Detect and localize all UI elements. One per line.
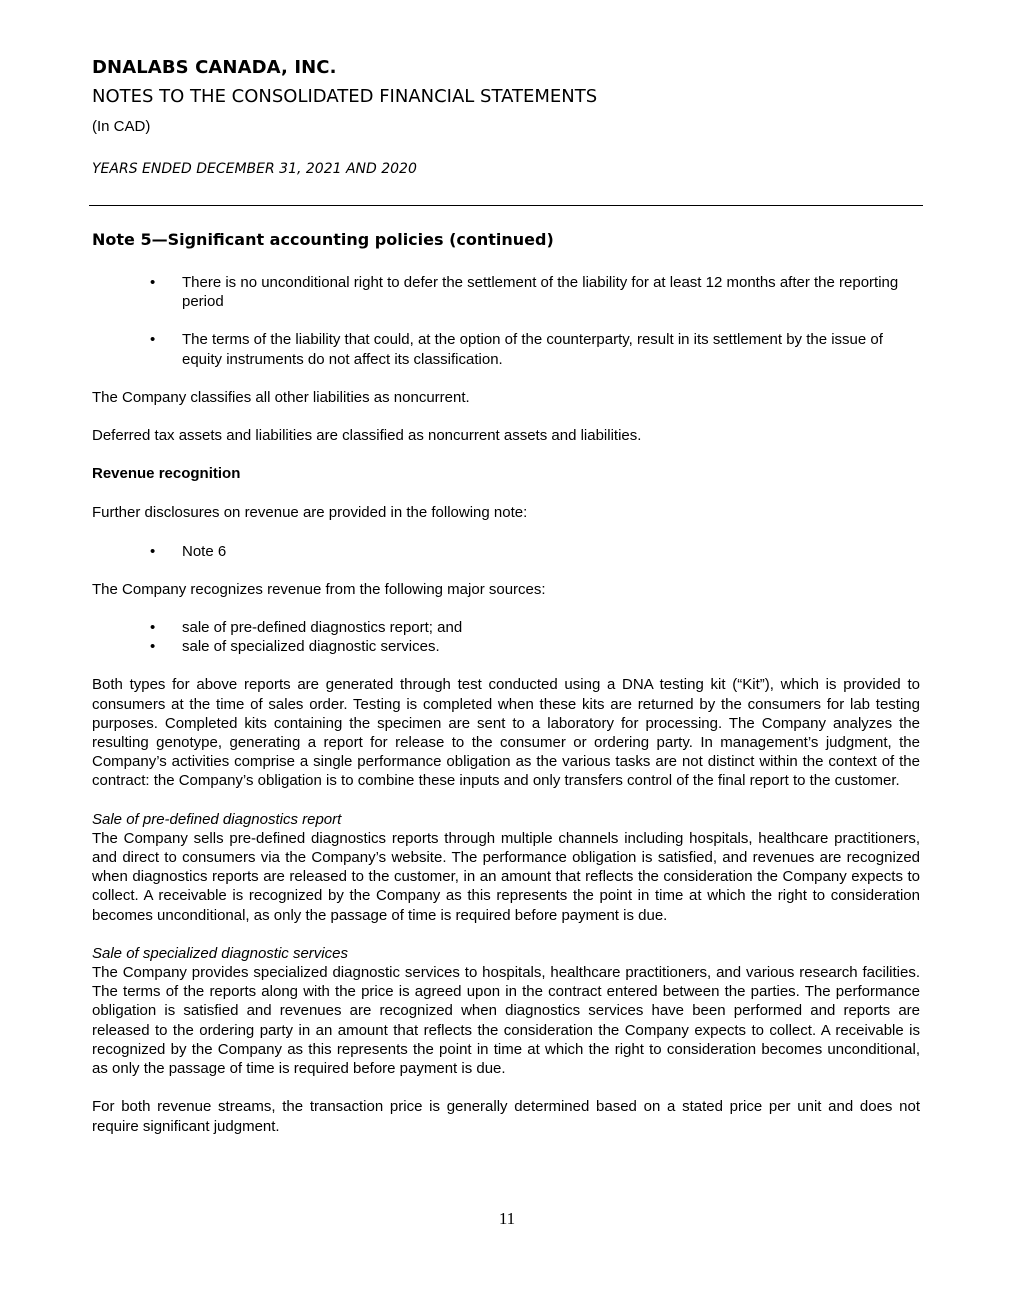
predefined-report-heading: Sale of pre-defined diagnostics report: [92, 810, 342, 828]
predefined-report-paragraph: The Company sells pre-defined diagnostics reports through multiple channels including hospitals, healthcare practitioners, and direct to consumers via the Company’s website. The performance obligation is satisfied, and revenues are recognized when diagnostics reports are released to the customer, in an amount that reflects the consideration the Company expects to collect. A receivable is recognized by the Company as this represents the point in time at which the right to consideration becomes unconditional, as only the passage of time is required before payment is due.: [92, 829, 920, 924]
noncurrent-paragraph: The Company classifies all other liabilities as noncurrent.: [92, 388, 470, 406]
document-title: NOTES TO THE CONSOLIDATED FINANCIAL STATEMENTS: [92, 86, 598, 107]
deferred-tax-paragraph: Deferred tax assets and liabilities are classified as noncurrent assets and liabilities.: [92, 427, 642, 445]
reporting-period: YEARS ENDED DECEMBER 31, 2021 AND 2020: [92, 161, 417, 177]
list-item: • sale of pre-defined diagnostics report; and: [92, 618, 920, 637]
currency-note: (In CAD): [92, 118, 151, 135]
list-item: • sale of specialized diagnostic services.: [92, 637, 920, 656]
note-reference-list: [92, 542, 920, 561]
list-item: • There is no unconditional right to defer the settlement of the liability for at least 12 months after the reporting period: [92, 273, 920, 311]
page-number: 11: [498, 1209, 516, 1228]
note-body: [92, 228, 920, 1155]
specialized-services-paragraph: The Company provides specialized diagnostic services to hospitals, healthcare practitioners, and various research facilities. The terms of the reports along with the price is agreed upon in the contract entered between the parties. The performance obligation is satisfied and revenues are recognized when diagnostics services have been performed and reports are released to the ordering party in an amount that reflects the consideration the Company expects to collect. A receivable is recognized by the Company as this represents the point in time at which the right to consideration becomes unconditional, as only the passage of time is required before payment is due.: [92, 964, 920, 1078]
major-sources-paragraph: The Company recognizes revenue from the following major sources:: [92, 580, 546, 598]
note-heading: Note 5—Significant accounting policies (continued): [92, 230, 554, 249]
further-disclosures-paragraph: Further disclosures on revenue are provided in the following note:: [92, 504, 528, 522]
list-item: • Note 6: [92, 542, 920, 561]
transaction-price-paragraph: For both revenue streams, the transaction price is generally determined based on a stated price per unit and does not require significant judgment.: [92, 1098, 920, 1135]
company-name: DNALABS CANADA, INC.: [92, 57, 337, 78]
revenue-sources-list: [92, 618, 920, 656]
dna-kit-paragraph: Both types for above reports are generated through test conducted using a DNA testing kit (“Kit”), which is provided to consumers at the time of sales order. Testing is completed when these kits are returned by the consumers for lab testing purposes. Completed kits containing the specimen are sent to a laboratory for processing. The Company analyzes the resulting genotype, generating a report for release to the consumer or ordering party. In management’s judgment, the Company’s activities comprise a single performance obligation as the various tasks are not distinct within the context of the contract: the Company’s obligation is to combine these inputs and only transfers control of the final report to the customer.: [92, 676, 920, 790]
list-item: • The terms of the liability that could, at the option of the counterparty, result in its settlement by the issue of equity instruments do not affect its classification.: [92, 330, 920, 368]
liability-criteria-list: [92, 273, 920, 369]
revenue-recognition-heading: Revenue recognition: [92, 465, 241, 483]
header-divider: [89, 205, 923, 206]
specialized-services-heading: Sale of specialized diagnostic services: [92, 944, 348, 962]
